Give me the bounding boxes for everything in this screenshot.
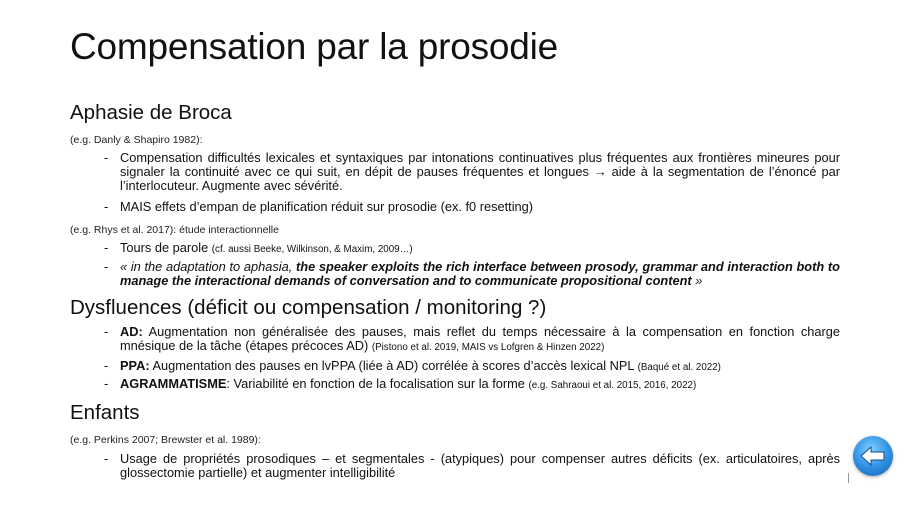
bullet-dash: -	[104, 376, 109, 391]
citation: (e.g. Sahraoui et al. 2015, 2016, 2022)	[528, 380, 697, 391]
citation: (Baqué et al. 2022)	[637, 362, 721, 373]
bullet-ppa	[104, 359, 840, 375]
slide-title: Compensation par la prosodie	[70, 26, 559, 67]
bullet-compensation-broca	[104, 151, 840, 193]
bullet-label: AD:	[120, 324, 143, 339]
bullet-text: Tours de parole	[120, 240, 209, 255]
bullet-mais-planification	[104, 200, 840, 214]
reference-danly: (e.g. Danly & Shapiro 1982):	[70, 134, 203, 146]
bullet-dash: -	[104, 324, 109, 339]
bullet-label: AGRAMMATISME	[120, 376, 227, 391]
bullet-enfants	[104, 452, 840, 480]
bullet-agrammatisme	[104, 377, 840, 393]
reference-perkins: (e.g. Perkins 2007; Brewster et al. 1989):	[70, 434, 261, 446]
bullet-dash: -	[104, 259, 109, 274]
section-heading-broca: Aphasie de Broca	[70, 101, 232, 124]
bullet-label: PPA:	[120, 358, 150, 373]
citation: (Pistono et al. 2019, MAIS vs Lofgren & Hinzen 2022)	[371, 342, 605, 353]
bullet-text: Usage de propriétés prosodiques – et segmentales - (atypiques) pour compenser autres déficits (ex. articulatoires, après glossectomie partielle) et augmenter intelligibilité	[120, 451, 840, 480]
divider	[848, 473, 849, 483]
reference-rhys: (e.g. Rhys et al. 2017): étude interactionnelle	[70, 224, 279, 236]
back-button[interactable]	[853, 436, 893, 476]
bullet-text: MAIS effets d’empan de planification réduit sur prosodie (ex. f0 resetting)	[120, 199, 534, 214]
bullet-dash: -	[104, 150, 109, 165]
quote-open: « in the adaptation to aphasia,	[120, 259, 293, 274]
bullet-tours-de-parole	[104, 241, 840, 257]
section-heading-enfants: Enfants	[70, 401, 140, 424]
section-heading-dysfluences: Dysfluences (déficit ou compensation / monitoring ?)	[70, 296, 547, 319]
bullet-dash: -	[104, 451, 109, 466]
citation: (cf. aussi Beeke, Wilkinson, & Maxim, 2009…)	[211, 244, 413, 255]
bullet-dash: -	[104, 199, 109, 214]
left-arrow-icon	[859, 444, 887, 468]
bullet-text: : Variabilité en fonction de la focalisation sur la forme	[226, 376, 525, 391]
bullet-ad	[104, 325, 840, 355]
bullet-dash: -	[104, 358, 109, 373]
bullet-text: Compensation difficultés lexicales et syntaxiques par intonations continuatives plus fréquentes aux frontières mineures pour signaler la continuité avec ce qui suit, en dépit de pauses fréquentes et longues → aide à la segmentation de l’énoncé par l’interlocuteur. Augmente avec sévérité.	[120, 150, 840, 193]
bullet-text: Augmentation des pauses en lvPPA (liée à AD) corrélée à scores d’accès lexical NPL	[152, 358, 635, 373]
quote-bold: the speaker exploits the rich interface between prosody, grammar and interaction both to manage the interactional demands of conversation and to communicate propositional content	[120, 259, 840, 288]
bullet-text: Augmentation non généralisée des pauses, mais reflet du temps nécessaire à la compensation en fonction charge mnésique de la tâche (étapes précoces AD)	[120, 324, 840, 353]
bullet-quote-rhys	[104, 260, 840, 288]
quote-close: »	[695, 273, 703, 288]
bullet-dash: -	[104, 240, 109, 255]
